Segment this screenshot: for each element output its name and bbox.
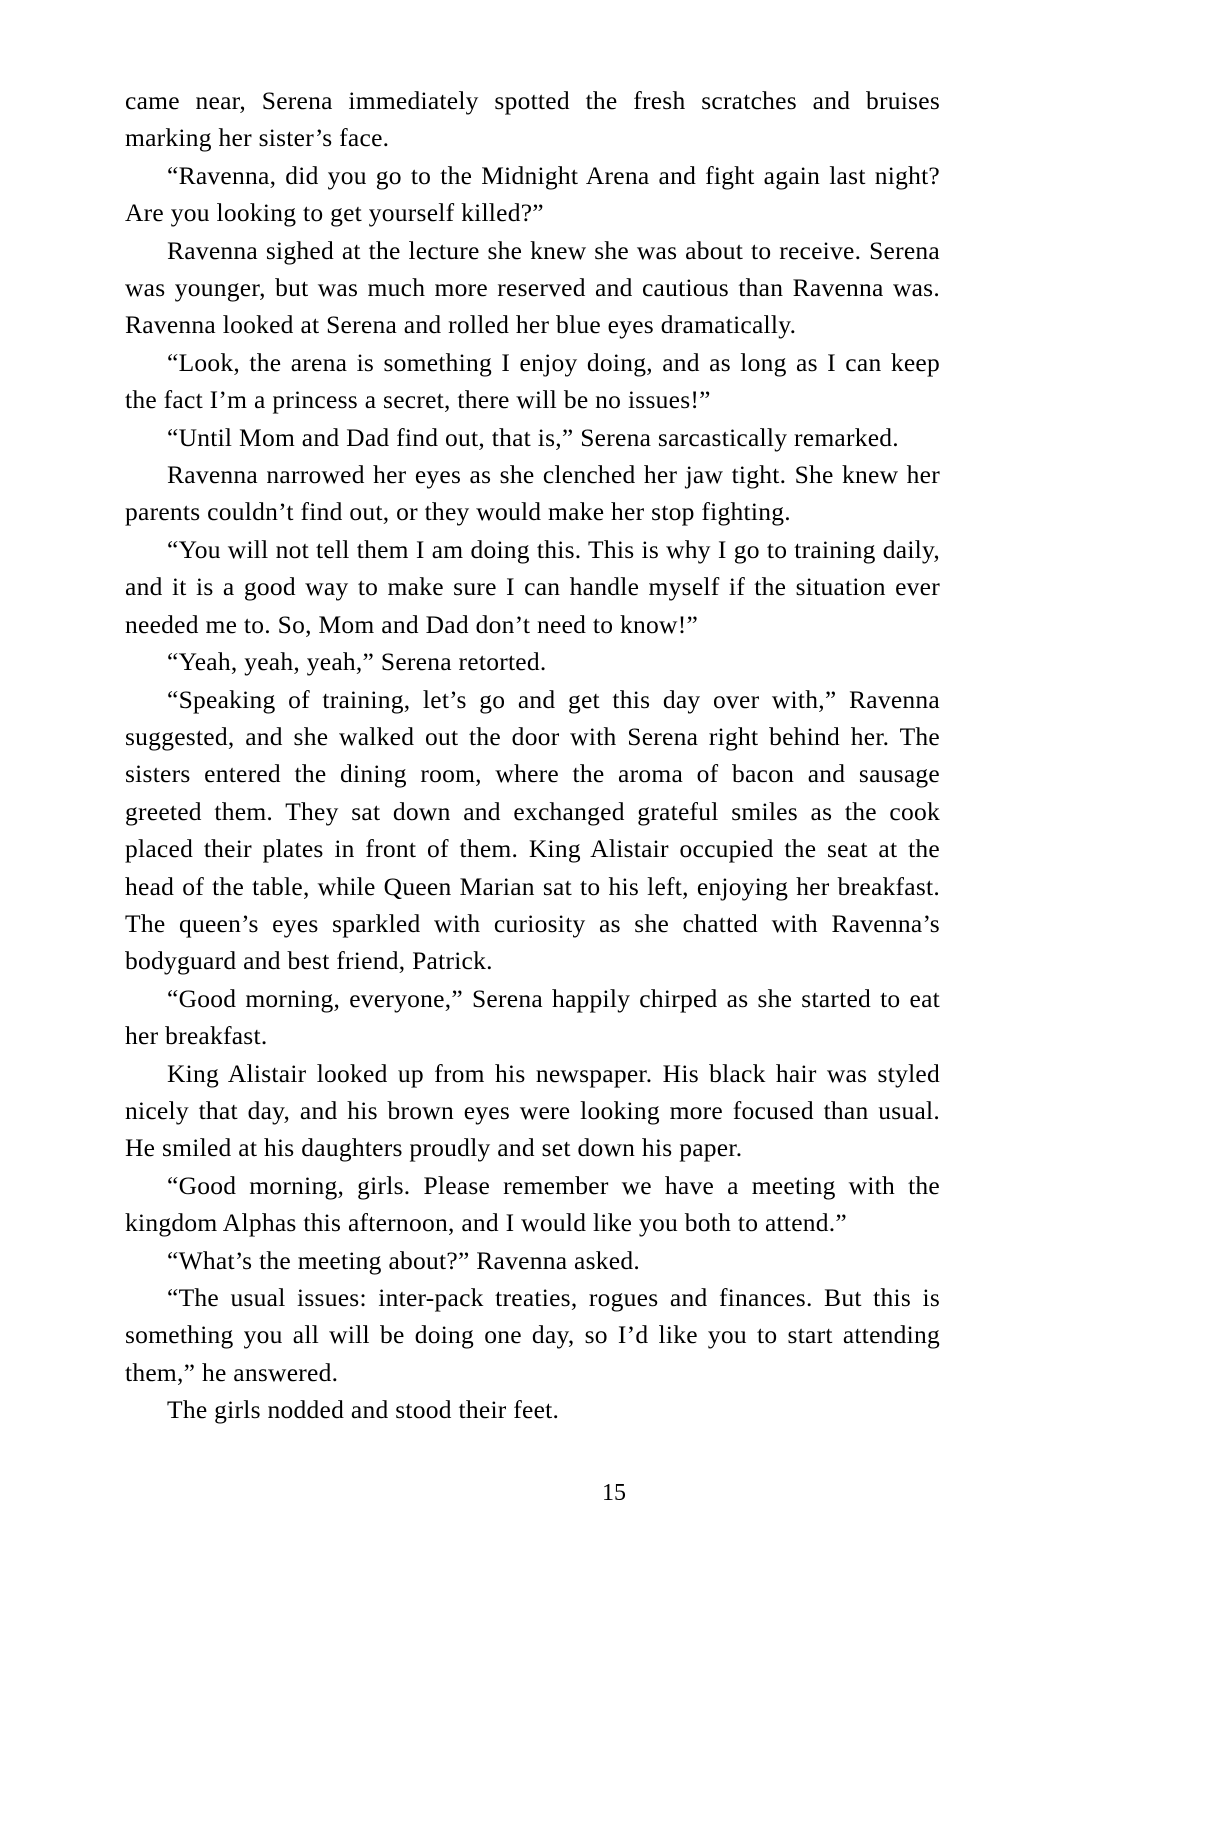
paragraph: “Ravenna, did you go to the Midnight Arena and fight again last night? Are you looking to get yourself killed?” [125,160,940,228]
paragraph: “The usual issues: inter-pack treaties, rogues and finances. But this is something you all will be doing one day, so I’d like you to start attending them,” he answered. [125,1283,940,1387]
paragraph: “Speaking of training, let’s go and get this day over with,” Ravenna suggested, and she walked out the door with Serena right behind her. The sisters entered the dining room, where the aroma of bacon and sausage greeted them. They sat down and exchanged grateful smiles as the cook placed their plates in front of them. King Alistair occupied the seat at the head of the table, while Queen Marian sat to his left, enjoying her breakfast. The queen’s eyes sparkled with curiosity as she chatted with Ravenna’s bodyguard and best friend, Patrick. [125,684,940,976]
body-text-block [125,82,940,1429]
paragraph: “Until Mom and Dad find out, that is,” Serena sarcastically remarked. [167,422,899,452]
paragraph: King Alistair looked up from his newspaper. His black hair was styled nicely that day, and his brown eyes were looking more focused than usual. He smiled at his daughters proudly and set down his paper. [125,1058,940,1163]
page-number: 15 [602,1480,626,1506]
paragraph: “What’s the meeting about?” Ravenna asked. [167,1245,640,1275]
paragraph: “Good morning, everyone,” Serena happily chirped as she started to eat her breakfast. [125,983,940,1051]
paragraph: “Yeah, yeah, yeah,” Serena retorted. [167,647,547,677]
paragraph: “Good morning, girls. Please remember we have a meeting with the kingdom Alphas this afternoon, and I would like you both to attend.” [125,1170,940,1238]
paragraph: Ravenna narrowed her eyes as she clenched her jaw tight. She knew her parents couldn’t find out, or they would make her stop fighting. [125,460,940,527]
paragraph: “Look, the arena is something I enjoy doing, and as long as I can keep the fact I’m a princess a secret, there will be no issues!” [125,347,940,415]
paragraph: The girls nodded and stood their feet. [167,1395,560,1425]
paragraph: came near, Serena immediately spotted the fresh scratches and bruises marking her sister’s face. [125,86,940,153]
paragraph: “You will not tell them I am doing this. This is why I go to training daily, and it is a good way to make sure I can handle myself if the situation ever needed me to. So, Mom and Dad don’t need to know!” [125,534,940,639]
paragraph: Ravenna sighed at the lecture she knew she was about to receive. Serena was younger, but was much more reserved and cautious than Ravenna was. Ravenna looked at Serena and rolled her blue eyes dramatically. [125,235,940,340]
